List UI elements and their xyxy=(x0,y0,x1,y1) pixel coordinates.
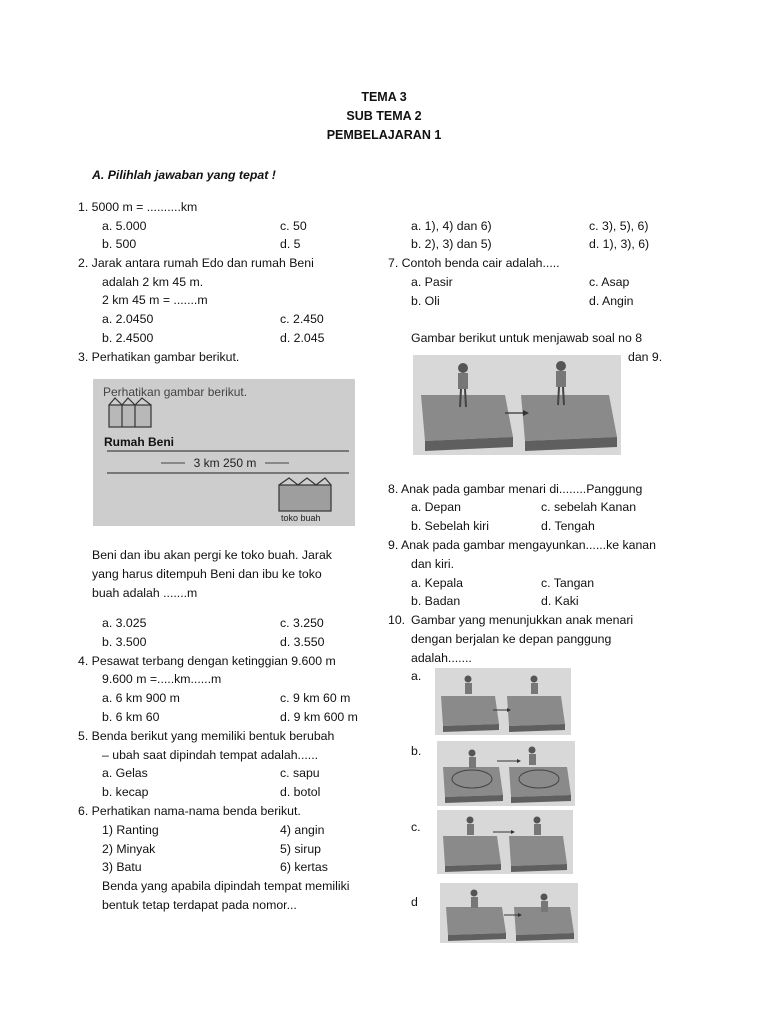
q3-option-c: c. 3.250 xyxy=(280,616,324,630)
q2-line1: 2. Jarak antara rumah Edo dan rumah Beni xyxy=(78,256,314,270)
q9-option-c: c. Tangan xyxy=(541,576,595,590)
q10-line2: dengan berjalan ke depan panggung xyxy=(411,632,612,646)
q6-item-6: 6) kertas xyxy=(280,860,328,874)
q4-option-d: d. 9 km 600 m xyxy=(280,710,358,724)
intro-89-line1: Gambar berikut untuk menjawab soal no 8 xyxy=(411,331,643,345)
q1-stem: 1. 5000 m = ..........km xyxy=(78,200,198,214)
q5-option-a: a. Gelas xyxy=(102,766,148,780)
q3-figure-title: Perhatikan gambar berikut. xyxy=(103,385,248,399)
q9-option-b: b. Badan xyxy=(411,594,461,608)
q3-option-a: a. 3.025 xyxy=(102,616,147,630)
q6-item-5: 5) sirup xyxy=(280,842,322,856)
q10-number: 10. xyxy=(388,613,406,627)
q1-option-b: b. 500 xyxy=(102,237,137,251)
q6-item-4: 4) angin xyxy=(280,823,325,837)
shop-icon xyxy=(279,478,331,511)
q4-option-a: a. 6 km 900 m xyxy=(102,691,180,705)
q6-option-a: a. 1), 4) dan 6) xyxy=(411,219,492,233)
q10-option-a-photo xyxy=(435,668,571,735)
q3-stem: 3. Perhatikan gambar berikut. xyxy=(78,350,240,364)
q4-line1: 4. Pesawat terbang dengan ketinggian 9.600 m xyxy=(78,654,336,668)
q5-option-b: b. kecap xyxy=(102,785,149,799)
q9-line2: dan kiri. xyxy=(411,557,455,571)
q3-house-label: Rumah Beni xyxy=(104,435,175,449)
q8-option-a: a. Depan xyxy=(411,500,461,514)
q3-text-line3: buah adalah .......m xyxy=(92,586,198,600)
q2-option-b: b. 2.4500 xyxy=(102,331,154,345)
q4-line2: 9.600 m =.....km......m xyxy=(102,672,222,686)
q7-option-b: b. Oli xyxy=(411,294,440,308)
q3-shop-label: toko buah xyxy=(281,513,321,523)
q9-option-d: d. Kaki xyxy=(541,594,579,608)
q3-option-d: d. 3.550 xyxy=(280,635,325,649)
q2-line2: adalah 2 km 45 m. xyxy=(102,275,204,289)
q1-option-a: a. 5.000 xyxy=(102,219,147,233)
intro-89-line2: dan 9. xyxy=(628,350,663,364)
title-subtema: SUB TEMA 2 xyxy=(346,109,422,123)
arrow-right-icon xyxy=(493,830,515,834)
q10-option-b: b. xyxy=(411,744,422,758)
q6-text-line1: Benda yang apabila dipindah tempat memiliki xyxy=(102,879,350,893)
instruction: A. Pilihlah jawaban yang tepat ! xyxy=(92,168,276,182)
q6-item-2: 2) Minyak xyxy=(102,842,156,856)
q10-option-b-photo xyxy=(437,741,575,806)
title-tema: TEMA 3 xyxy=(361,90,407,104)
q6-item-3: 3) Batu xyxy=(102,860,142,874)
q8-option-b: b. Sebelah kiri xyxy=(411,519,489,533)
q7-option-a: a. Pasir xyxy=(411,275,453,289)
q6-item-1: 1) Ranting xyxy=(102,823,159,837)
q6-text-line2: bentuk tetap terdapat pada nomor... xyxy=(102,898,297,912)
q10-option-d: d xyxy=(411,895,418,909)
q2-option-d: d. 2.045 xyxy=(280,331,325,345)
q9-line1: 9. Anak pada gambar mengayunkan......ke kanan xyxy=(388,538,656,552)
dance-stage-photo xyxy=(413,355,621,455)
q10-option-d-photo xyxy=(440,883,578,943)
q3-distance-label: 3 km 250 m xyxy=(193,456,257,470)
q3-text-line1: Beni dan ibu akan pergi ke toko buah. Jarak xyxy=(92,548,332,562)
q6-option-b: b. 2), 3) dan 5) xyxy=(411,237,492,251)
title-pembelajaran: PEMBELAJARAN 1 xyxy=(326,128,442,142)
q5-line1: 5. Benda berikut yang memiliki bentuk berubah xyxy=(78,729,335,743)
q2-option-a: a. 2.0450 xyxy=(102,312,154,326)
q10-line1: Gambar yang menunjukkan anak menari xyxy=(411,613,634,627)
q7-stem: 7. Contoh benda cair adalah..... xyxy=(388,256,560,270)
q10-option-c-photo xyxy=(437,810,573,874)
q6-stem: 6. Perhatikan nama-nama benda berikut. xyxy=(78,804,301,818)
q7-option-d: d. Angin xyxy=(589,294,634,308)
q4-option-c: c. 9 km 60 m xyxy=(280,691,351,705)
q2-line3: 2 km 45 m = .......m xyxy=(102,293,208,307)
q3-figure xyxy=(93,379,355,526)
q3-option-b: b. 3.500 xyxy=(102,635,147,649)
q5-option-c: c. sapu xyxy=(280,766,320,780)
q8-stem: 8. Anak pada gambar menari di........Panggung xyxy=(388,482,643,496)
house-icon xyxy=(109,398,151,427)
q1-option-c: c. 50 xyxy=(280,219,307,233)
q1-option-d: d. 5 xyxy=(280,237,301,251)
arrow-right-icon xyxy=(497,759,521,763)
q8-option-c: c. sebelah Kanan xyxy=(541,500,637,514)
q3-text-line2: yang harus ditempuh Beni dan ibu ke toko xyxy=(92,567,322,581)
q5-line2: – ubah saat dipindah tempat adalah...... xyxy=(102,748,319,762)
q10-line3: adalah....... xyxy=(411,651,472,665)
q5-option-d: d. botol xyxy=(280,785,321,799)
q6-option-d: d. 1), 3), 6) xyxy=(589,237,650,251)
q4-option-b: b. 6 km 60 xyxy=(102,710,160,724)
q7-option-c: c. Asap xyxy=(589,275,630,289)
q10-option-c: c. xyxy=(411,820,421,834)
q10-option-a: a. xyxy=(411,669,422,683)
q8-option-d: d. Tengah xyxy=(541,519,595,533)
q2-option-c: c. 2.450 xyxy=(280,312,324,326)
q6-option-c: c. 3), 5), 6) xyxy=(589,219,649,233)
q9-option-a: a. Kepala xyxy=(411,576,463,590)
